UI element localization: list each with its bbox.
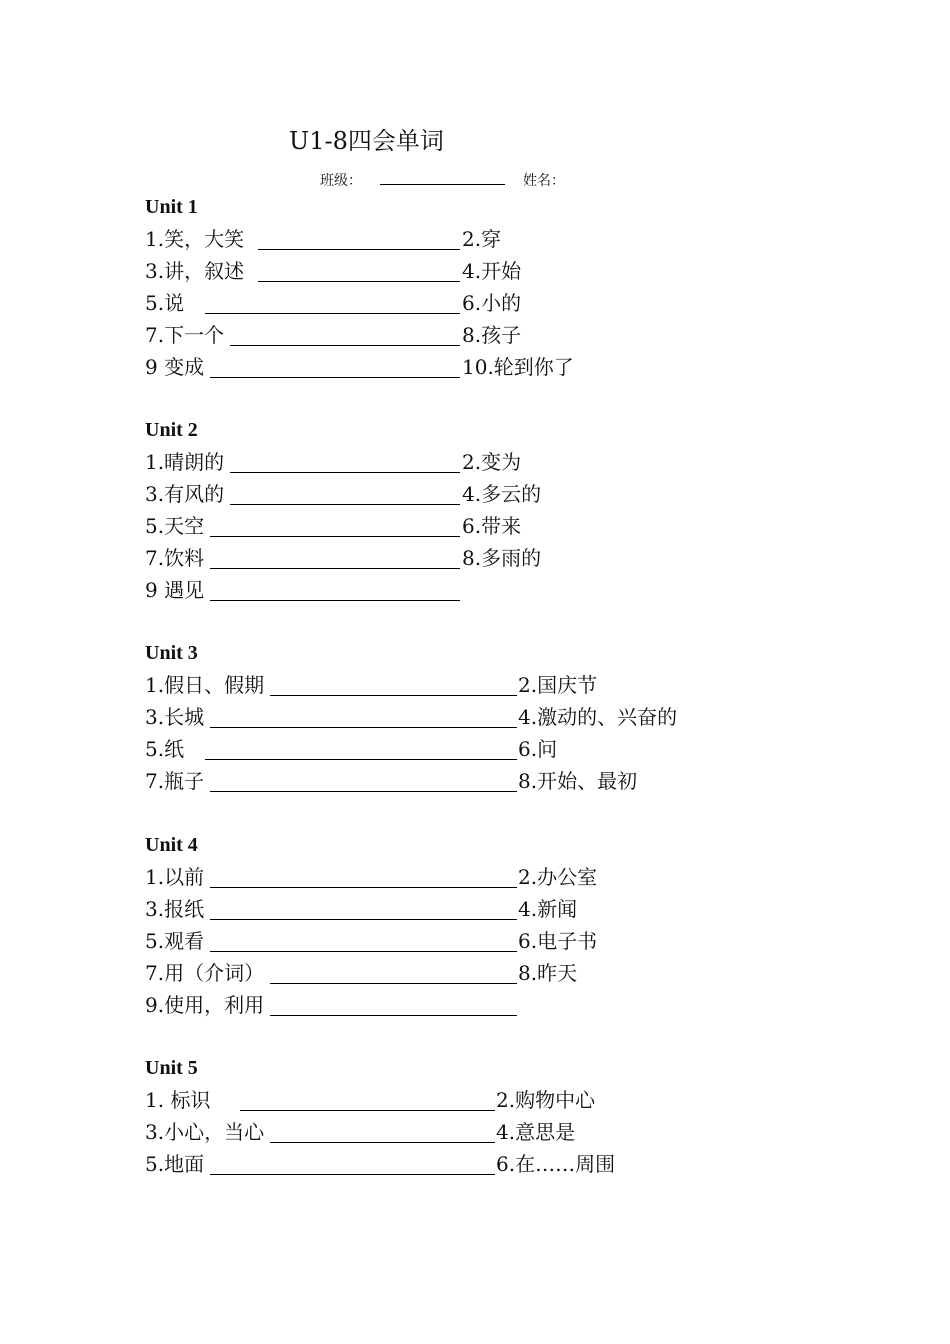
vocab-prompt-left: 7.饮料 xyxy=(145,545,205,570)
answer-blank[interactable] xyxy=(270,983,517,984)
unit-heading: Unit 3 xyxy=(145,642,198,664)
vocab-prompt-left: 1.以前 xyxy=(145,865,205,889)
vocab-prompt-right: 2.穿 xyxy=(462,227,502,251)
class-label: 班级： xyxy=(320,173,362,189)
answer-blank[interactable] xyxy=(210,919,517,920)
vocab-prompt-left: 9 遇见 xyxy=(145,577,205,602)
answer-blank[interactable] xyxy=(210,887,517,888)
vocab-prompt-right: 8.昨天 xyxy=(518,960,578,985)
vocab-prompt-right: 6.小的 xyxy=(462,290,522,315)
vocab-prompt-left: 1.晴朗的 xyxy=(145,450,225,474)
vocab-prompt-left: 5.地面 xyxy=(145,1151,205,1176)
vocab-prompt-right: 4.激动的、兴奋的 xyxy=(518,704,678,729)
answer-blank[interactable] xyxy=(210,568,460,569)
vocab-prompt-right: 4.新闻 xyxy=(518,896,578,921)
answer-blank[interactable] xyxy=(210,377,460,378)
vocab-prompt-right: 8.多雨的 xyxy=(462,545,542,570)
vocab-prompt-right: 4.意思是 xyxy=(496,1119,576,1144)
vocab-prompt-right: 2.国庆节 xyxy=(518,673,598,697)
answer-blank[interactable] xyxy=(270,1142,495,1143)
answer-blank[interactable] xyxy=(270,1015,517,1016)
student-info-row xyxy=(320,170,565,190)
answer-blank[interactable] xyxy=(210,1174,495,1175)
vocab-prompt-left: 3.有风的 xyxy=(145,481,225,506)
vocab-prompt-right: 4.多云的 xyxy=(462,481,542,506)
answer-blank[interactable] xyxy=(210,536,460,537)
vocab-prompt-left: 9 变成 xyxy=(145,354,205,379)
unit-heading: Unit 2 xyxy=(145,419,198,441)
vocab-prompt-left: 5.纸 xyxy=(145,736,185,761)
answer-blank[interactable] xyxy=(240,1110,495,1111)
vocab-prompt-left: 3.讲，叙述 xyxy=(145,258,245,283)
answer-blank[interactable] xyxy=(210,600,460,601)
vocab-prompt-right: 6.在……周围 xyxy=(496,1151,616,1176)
vocab-prompt-left: 1.笑，大笑 xyxy=(145,227,245,251)
answer-blank[interactable] xyxy=(205,759,517,760)
vocab-prompt-left: 5.观看 xyxy=(145,928,205,953)
vocab-prompt-right: 6.带来 xyxy=(462,513,522,538)
vocab-prompt-left: 3.长城 xyxy=(145,704,205,729)
unit-heading: Unit 4 xyxy=(145,834,198,856)
vocab-prompt-right: 10.轮到你了 xyxy=(462,354,574,379)
unit-heading: Unit 1 xyxy=(145,196,198,218)
vocab-prompt-left: 7.下一个 xyxy=(145,322,225,347)
answer-blank[interactable] xyxy=(270,695,517,696)
name-label: 姓名： xyxy=(523,173,565,189)
vocab-prompt-left: 3.小心，当心 xyxy=(145,1119,265,1144)
vocab-prompt-right: 6.问 xyxy=(518,736,558,761)
answer-blank[interactable] xyxy=(210,951,517,952)
vocab-prompt-right: 2.购物中心 xyxy=(496,1088,596,1112)
vocab-prompt-left: 7.用（介词） xyxy=(145,960,265,985)
vocab-prompt-left: 1.假日、假期 xyxy=(145,673,265,697)
class-blank[interactable] xyxy=(380,170,505,185)
vocab-prompt-left: 1. 标识 xyxy=(145,1088,211,1112)
vocab-prompt-right: 8.孩子 xyxy=(462,322,522,347)
answer-blank[interactable] xyxy=(258,249,460,250)
vocab-prompt-left: 9.使用，利用 xyxy=(145,992,265,1017)
vocab-prompt-left: 7.瓶子 xyxy=(145,768,205,793)
vocab-prompt-left: 5.天空 xyxy=(145,513,205,538)
answer-blank[interactable] xyxy=(205,313,460,314)
vocab-prompt-left: 5.说 xyxy=(145,290,185,315)
answer-blank[interactable] xyxy=(230,345,460,346)
page-title: U1-8四会单词 xyxy=(289,127,444,155)
vocab-prompt-right: 8.开始、最初 xyxy=(518,768,638,793)
vocab-prompt-right: 6.电子书 xyxy=(518,928,598,953)
vocab-prompt-left: 3.报纸 xyxy=(145,896,205,921)
answer-blank[interactable] xyxy=(210,791,517,792)
unit-heading: Unit 5 xyxy=(145,1057,198,1079)
answer-blank[interactable] xyxy=(230,504,460,505)
vocab-prompt-right: 2.变为 xyxy=(462,450,522,474)
answer-blank[interactable] xyxy=(210,727,517,728)
vocab-prompt-right: 2.办公室 xyxy=(518,865,598,889)
answer-blank[interactable] xyxy=(258,281,460,282)
vocab-prompt-right: 4.开始 xyxy=(462,258,522,283)
answer-blank[interactable] xyxy=(230,472,460,473)
